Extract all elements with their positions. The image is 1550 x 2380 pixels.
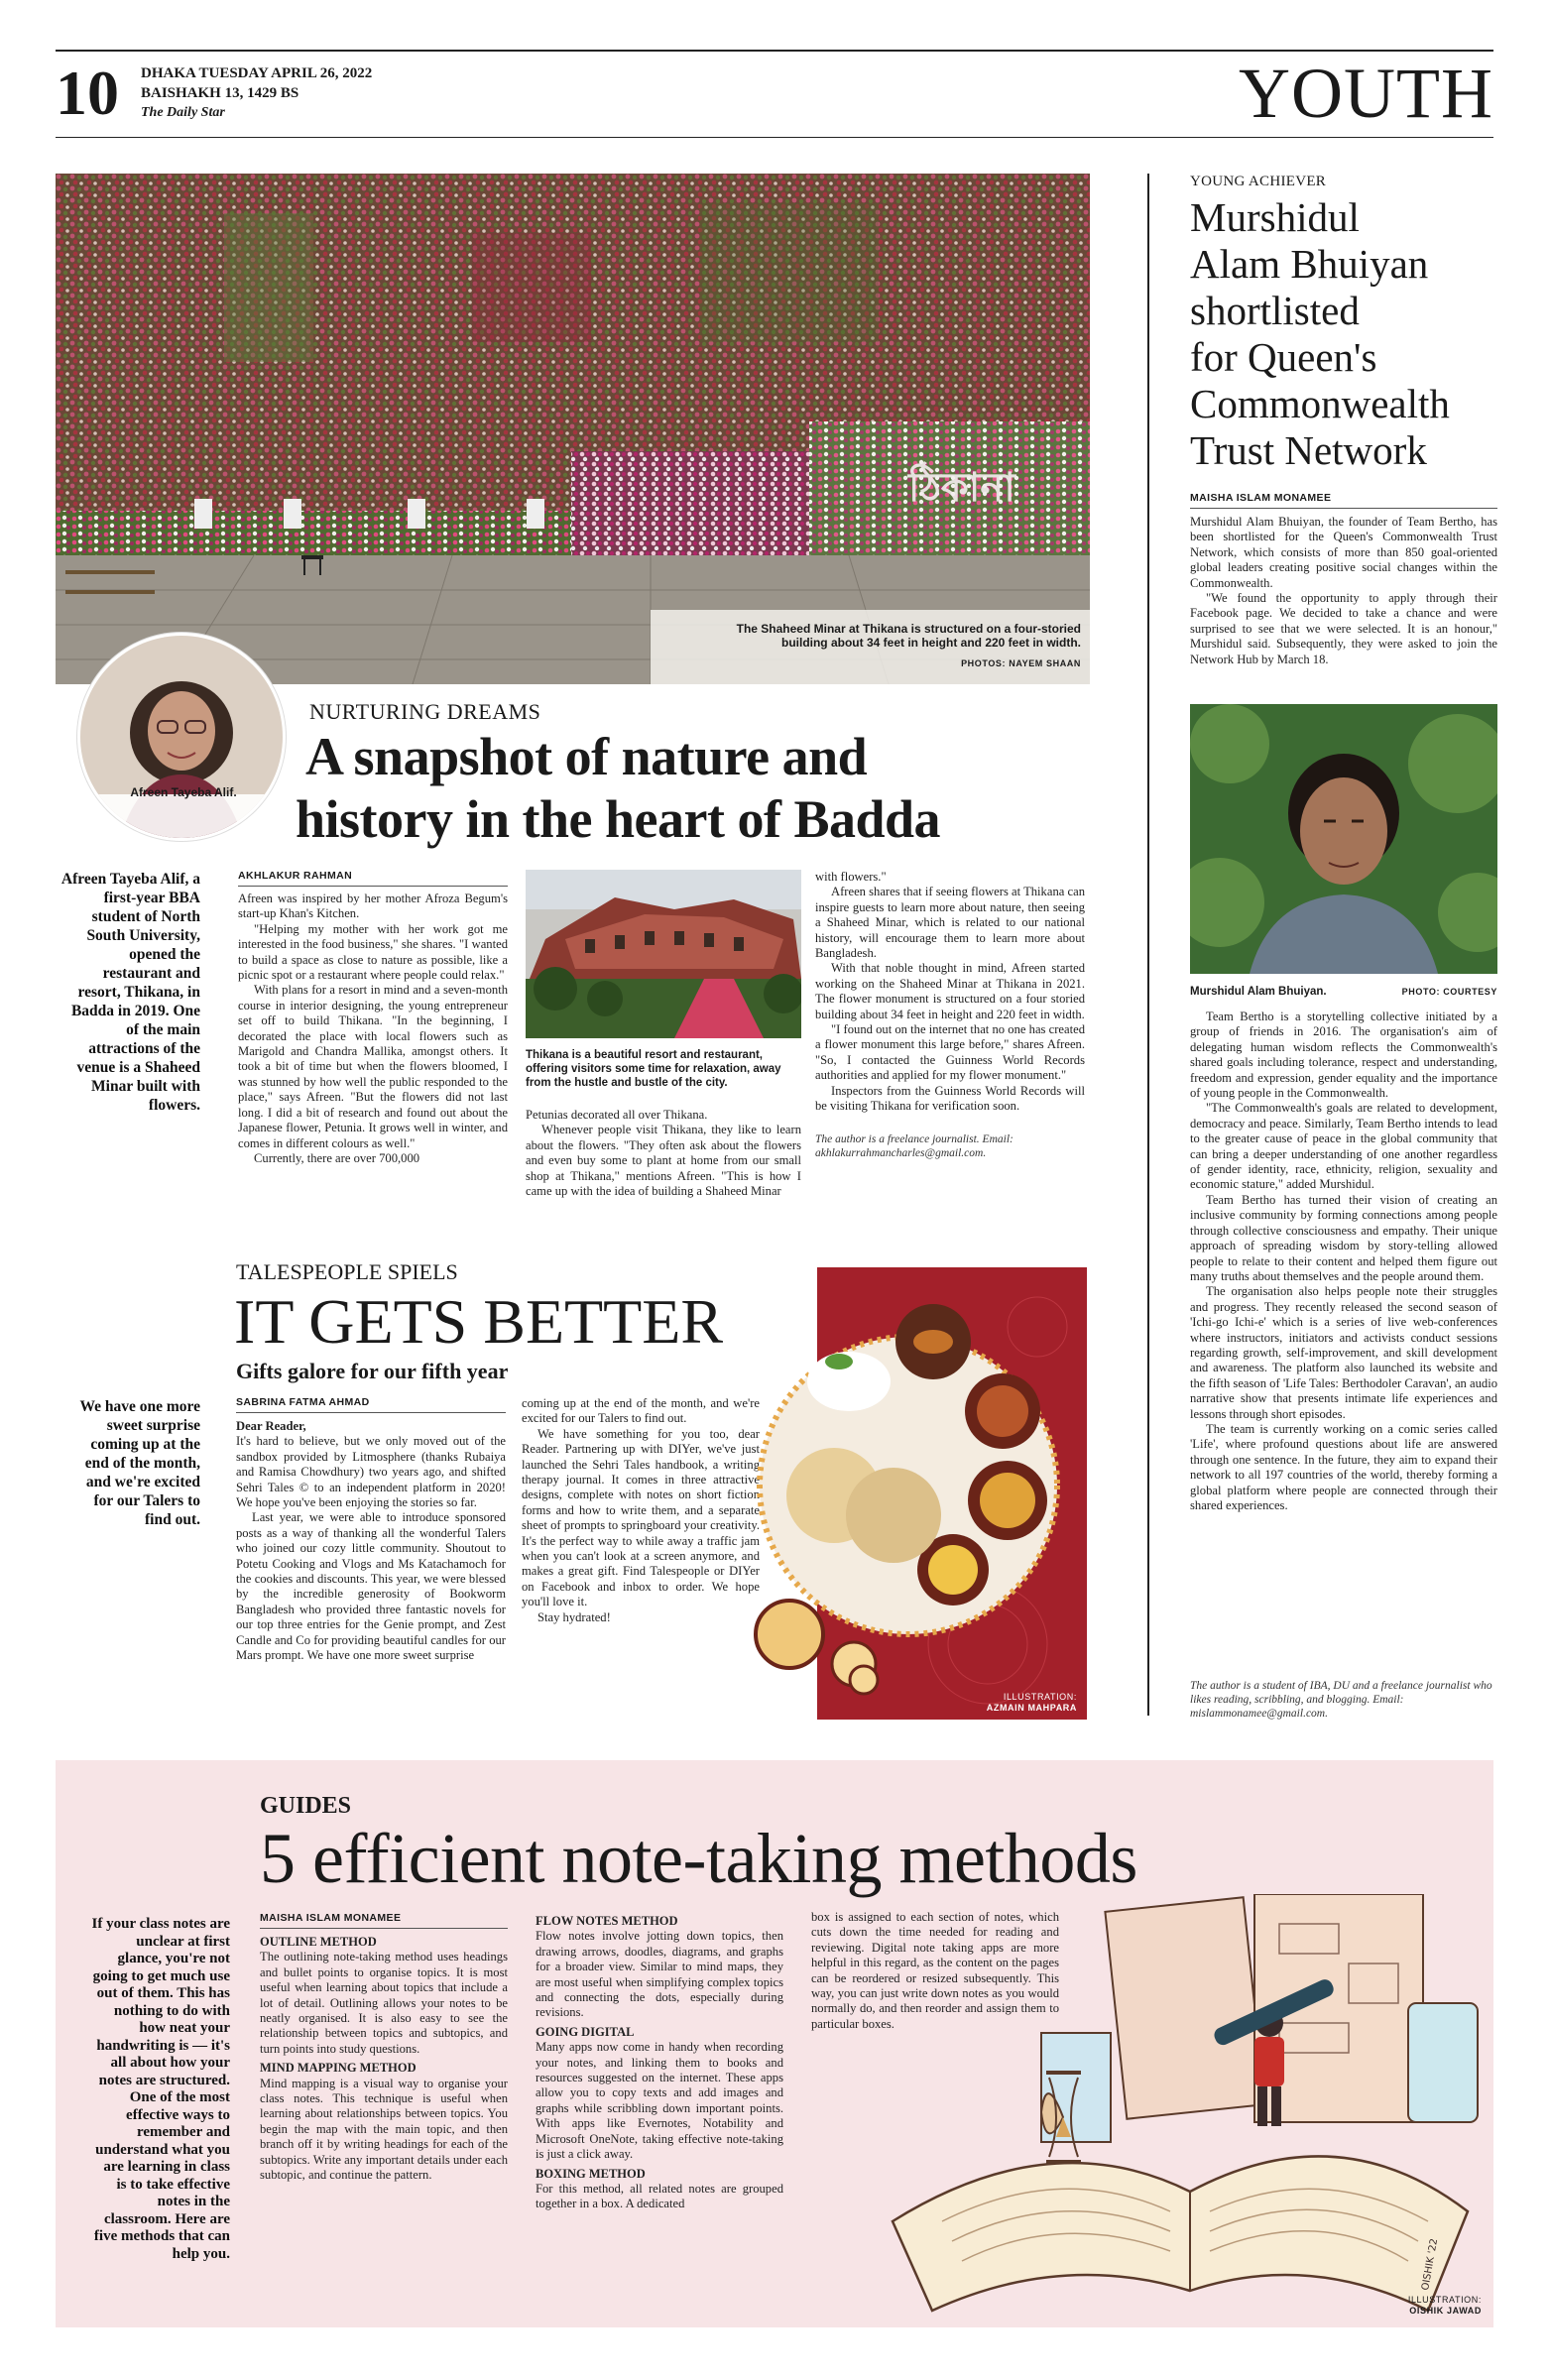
right-para: Team Bertho has turned their vision of creating an inclusive community by forming connections among people through collective consciousness and empathy. Their unique approach of spreading wisdom by story-telling allowed people to relate to their content and helped them figure out many truths about themselves and the people around them. — [1190, 1192, 1497, 1283]
lead-photo-caption: The Shaheed Minar at Thikana is structured on a four-storied building about 34 feet in height and 220 feet in width. — [736, 622, 1081, 650]
talespeople-subhead: Gifts galore for our fifth year — [236, 1359, 509, 1383]
vertical-divider — [1147, 174, 1149, 1716]
right-author-note: The author is a student of IBA, DU and a freelance journalist who likes reading, scribbling, and blogging. Email: mislammonamee@gmail.com. — [1190, 1680, 1492, 1720]
illustration-artist: AZMAIN MAHPARA — [986, 1703, 1077, 1713]
date-line: DHAKA TUESDAY APRIL 26, 2022 — [141, 65, 373, 81]
lead-author-note: The author is a freelance journalist. Email: akhlakurrahmancharles@gmail.com. — [815, 1132, 1013, 1159]
guides-column-2 — [536, 1910, 783, 2212]
header-rule — [56, 137, 1493, 138]
afreen-portrait — [77, 633, 286, 841]
lead-column-3 — [815, 870, 1085, 1160]
method-heading: OUTLINE METHOD — [260, 1935, 377, 1949]
lead-para: Afreen was inspired by her mother Afroza Begum's start-up Khan's Kitchen. — [238, 892, 508, 921]
lead-photo-credit: PHOTOS: NAYEM SHAAN — [961, 658, 1081, 668]
page-number: 10 — [56, 58, 119, 128]
masthead-logo: The Daily Star — [141, 105, 225, 120]
right-photo-caption: Murshidul Alam Bhuiyan. — [1190, 986, 1327, 998]
murshidul-photo — [1190, 704, 1497, 974]
talespeople-sidebar: We have one more sweet surprise coming up at the end of the month, and we're excited for our Talers to find out. — [79, 1398, 200, 1528]
right-para: "We found the opportunity to apply through their Facebook page. We decided to take a chance and were surprised to see that we were selected. It is an honour," Murshidul said. Subsequently, they were asked to join the Network Hub by March 18. — [1190, 591, 1497, 666]
method-text: Mind mapping is a visual way to organise your class notes. This technique is useful when learning about relationships between topics. You begin the map with the main topic, and then branch off it by writing headings for each of the subtopics. Write any important details under each subtopic, and continue the pattern. — [260, 2076, 508, 2183]
talespeople-para: Last year, we were able to introduce sponsored posts as a way of thanking all the wonderful Talers who joined our cozy little community. Shoutout to Potetu Cooking and Vlogs and Ms Katachamoch for the cookies and discounts. This year, we were blessed by the incredible generosity of Bookworm Bangladesh who provided three fantastic novels for our top three entries for the Genie prompt, and Zest Candle and Co for providing beautiful candles for our Mars prompt. We have one more sweet surprise — [236, 1510, 506, 1663]
lead-headline-line1: A snapshot of nature and — [305, 727, 868, 786]
right-para: The organisation also helps people note their struggles and progress. They recently released the second season of 'Ichi-go Ichi-e' which is a series of live web-conferences where instructors, initiators and activists conduct sessions regarding growth, self-improvement, and skill development and awareness. The platform also launched its website and the fifth season of 'Life Tales: Berthodoler Caravan', an audio narrative show that presents intimate life experiences and lessons through short episodes. — [1190, 1284, 1497, 1421]
talespeople-kicker: TALESPEOPLE SPIELS — [236, 1259, 458, 1284]
right-para: "The Commonwealth's goals are related to development, democracy and peace. Similarly, Team Bertho intends to lead to the greater cause of peace in the global community that can bring a deeper understanding of one another regardless of gender identity, race, ethnicity, religion, sexuality and economic stature," added Murshidul. — [1190, 1101, 1497, 1192]
headline-line: Alam Bhuiyan — [1190, 241, 1429, 287]
talespeople-para: Dear Reader, — [236, 1419, 306, 1433]
lead-para: Afreen shares that if seeing flowers at Thikana can inspire guests to learn more about nature, then seeing a Shaheed Minar, which is related to our national history, will encourage them to learn more about Bangladesh. — [815, 885, 1085, 961]
lead-para: "I found out on the internet that no one has created a flower monument this large before," shares Afreen. "So, I contacted the Guinness World Records authorities and applied for my flower monument." — [815, 1022, 1085, 1083]
lead-para: With that noble thought in mind, Afreen started working on the Shaheed Minar at Thikana in 2021. The flower monument is structured on a four storied building about 34 feet in height and 220 feet in width. — [815, 961, 1085, 1021]
illustration-artist: OISHIK JAWAD — [1409, 2306, 1482, 2316]
talespeople-para: It's hard to believe, but we only moved out of the sandbox provided by Litmosphere (thanks Rubaiya and Ramisa Chowdhury) two years ago, and shifted Sehri Tales © to an independent platform in 2020! We hope you've been enjoying the stories so far. — [236, 1434, 506, 1510]
illustration-label: ILLUSTRATION: — [1003, 1692, 1077, 1702]
food-plate-illustration — [740, 1267, 1087, 1720]
talespeople-illustration-credit — [987, 1692, 1077, 1714]
right-story — [1190, 174, 1497, 667]
headline-line: shortlisted — [1190, 288, 1360, 333]
method-heading: BOXING METHOD — [536, 2166, 646, 2181]
guides-illustration-credit — [1408, 2295, 1482, 2317]
lead-para: Whenever people visit Thikana, they like to learn about the flowers. "They often ask about the flowers and even buy some to plant at home from our small shop at Thikana," mentions Afreen. "This is how I came up with the idea of building a Shaheed Minar — [526, 1123, 801, 1199]
guides-sidebar: If your class notes are unclear at first glance, you're not going to get much use out of them. This has nothing to do with how neat your handwriting is — it's all about how your notes are structured. One of the most effective ways to remember and understand what you are learning in class is to take effective notes in the classroom. Here are five methods that can help you. — [91, 1916, 230, 2262]
lead-byline: AKHLAKUR RAHMAN — [238, 870, 508, 887]
thikana-inset-photo — [526, 870, 801, 1038]
headline-line: Commonwealth — [1190, 381, 1450, 426]
lead-para: Inspectors from the Guinness World Records will be visiting Thikana for verification soon. — [815, 1083, 1085, 1114]
method-heading: FLOW NOTES METHOD — [536, 1914, 678, 1928]
method-heading: MIND MAPPING METHOD — [260, 2061, 417, 2076]
svg-text:ঠিকানা: ঠিকানা — [908, 465, 1015, 511]
talespeople-column-1 — [236, 1396, 506, 1664]
talespeople-para: We have something for you too, dear Reader. Partnering up with DIYer, we've just launched the Sehri Tales handbook, a writing therapy journal. It comes in three attractive designs, complete with notes on short fiction forms and how to write them, and a separate sheet of prompts to springboard your creativity. It's the perfect way to while away a traffic jam when you can't look at a screen anymore, and makes a great gift. Find Talespeople or DIYer on Facebook and inbox to order. We hope you'll love it. — [522, 1426, 760, 1609]
talespeople-headline: IT GETS BETTER — [234, 1286, 723, 1357]
headline-line: for Queen's — [1190, 334, 1377, 380]
top-rule — [56, 50, 1493, 52]
method-heading: GOING DIGITAL — [536, 2024, 635, 2039]
bangla-date: BAISHAKH 13, 1429 BS — [141, 85, 299, 101]
inset-caption: Thikana is a beautiful resort and restaurant, offering visitors some time for relaxation, away from the hustle and bustle of the city. — [526, 1049, 781, 1089]
talespeople-para: Stay hydrated! — [537, 1609, 611, 1624]
headline-line: Murshidul — [1190, 194, 1360, 240]
guides-headline: 5 efficient note-taking methods — [260, 1819, 1137, 1898]
section-title: YOUTH — [1239, 54, 1493, 133]
notebook-illustration — [873, 1894, 1488, 2325]
lead-para: with flowers." — [815, 870, 887, 884]
lead-headline-line2: history in the heart of Badda — [296, 789, 941, 849]
talespeople-byline: SABRINA FATMA AHMAD — [236, 1396, 506, 1413]
headline-line: Trust Network — [1190, 427, 1427, 473]
method-text: Many apps now come in handy when recording your notes, and linking them to books and resources suggested on the internet. These apps allow you to copy texts and add images and graphs while scribbling down important points. With apps like Evernotes, Notability and Microsoft OneNote, taking effective note-taking is just a click away. — [536, 2040, 783, 2162]
right-photo-credit: PHOTO: COURTESY — [1401, 987, 1497, 997]
method-text: For this method, all related notes are grouped together in a box. A dedicated — [536, 2181, 783, 2211]
illustrator-signature: OISHIK '22 — [1420, 2237, 1441, 2292]
guides-kicker: GUIDES — [260, 1793, 352, 1819]
method-text: The outlining note-taking method uses headings and bullet points to organise topics. It is most useful when learning about topics that include a lot of detail. Outlining allows your notes to be neatly organised. It is also easy to see the relationship between topics and subtopics, and turn points into study questions. — [260, 1950, 508, 2056]
right-kicker: YOUNG ACHIEVER — [1190, 174, 1327, 189]
talespeople-para: coming up at the end of the month, and we're excited for our Talers to find out. — [522, 1396, 760, 1426]
shaheed-minar-photo — [56, 174, 1090, 684]
method-text: box is assigned to each section of notes, which cuts down the time needed for reading and reviewing. Digital note taking apps are more helpful in this regard, as the content on the pages can be reordered or resized subsequently. This way, you can just write down notes as you would normally do, and then reorder and assign them to particular boxes. — [811, 1910, 1059, 2031]
portrait-caption: Afreen Tayeba Alif. — [130, 785, 237, 799]
talespeople-column-2 — [522, 1396, 760, 1625]
guides-byline: MAISHA ISLAM MONAMEE — [260, 1912, 508, 1929]
lead-column-2 — [526, 1108, 801, 1199]
right-body — [1190, 1010, 1497, 1513]
right-byline: MAISHA ISLAM MONAMEE — [1190, 492, 1497, 509]
right-para: Team Bertho is a storytelling collective initiated by a group of friends in 2016. The organisation's aim of delegating human wisdom reflects the Commonwealth's shared goals including tolerance, respect and understanding, freedom and expression, gender equality and the importance of young people in the Commonwealth. — [1190, 1010, 1497, 1101]
lead-para: With plans for a resort in mind and a seven-month course in interior designing, the young entrepreneur set off to build Thikana. "In the beginning, I decorated the place with local flowers such as Marigold and Chandra Mallika, amongst others. It took a bit of time but when the flowers bloomed, I was stunned by how well the public responded to the place," says Afreen. "But the flowers did not last long. I did a bit of research and found out about the Japanese flower, Petunia. It grows well in winter, and comes in different colours as well." — [238, 983, 508, 1150]
right-headline — [1190, 194, 1497, 474]
page-header — [56, 50, 1493, 139]
lead-para: Currently, there are over 700,000 — [254, 1150, 420, 1165]
lead-kicker: NURTURING DREAMS — [309, 699, 541, 724]
lead-para: "Helping my mother with her work got me interested in the food business," she shares. "I wanted to build a space as close to nature as possible, like a picnic spot or a restaurant where people could relax." — [238, 921, 508, 983]
right-para: The team is currently working on a comic series called 'Life', where profound questions about life are answered through one sentence. In the future, they aim to expand their network to all 197 countries of the world, thereby forming a global platform where people are connected through their shared experiences. — [1190, 1421, 1497, 1512]
lead-sidebar: Afreen Tayeba Alif, a first-year BBA student of North South University, opened the restaurant and resort, Thikana, in Badda in 2019. One of the main attractions of the venue is a Shaheed Minar built with flowers. — [60, 871, 200, 1114]
illustration-label: ILLUSTRATION: — [1407, 2295, 1482, 2305]
method-text: Flow notes involve jotting down topics, then drawing arrows, doodles, diagrams, and graphs for a broader view. Similar to mind maps, they are most useful when simplifying complex topics and connecting the dots, especially during revisions. — [536, 1929, 783, 2020]
lead-column-1 — [238, 870, 508, 1166]
guides-column-1 — [260, 1912, 508, 2184]
lead-para: Petunias decorated all over Thikana. — [526, 1108, 708, 1122]
right-para: Murshidul Alam Bhuiyan, the founder of Team Bertho, has been shortlisted for the Queen's Commonwealth Trust Network, which consists of more than 850 goal-oriented global leaders creating positive social changes within the Commonwealth. — [1190, 515, 1497, 590]
